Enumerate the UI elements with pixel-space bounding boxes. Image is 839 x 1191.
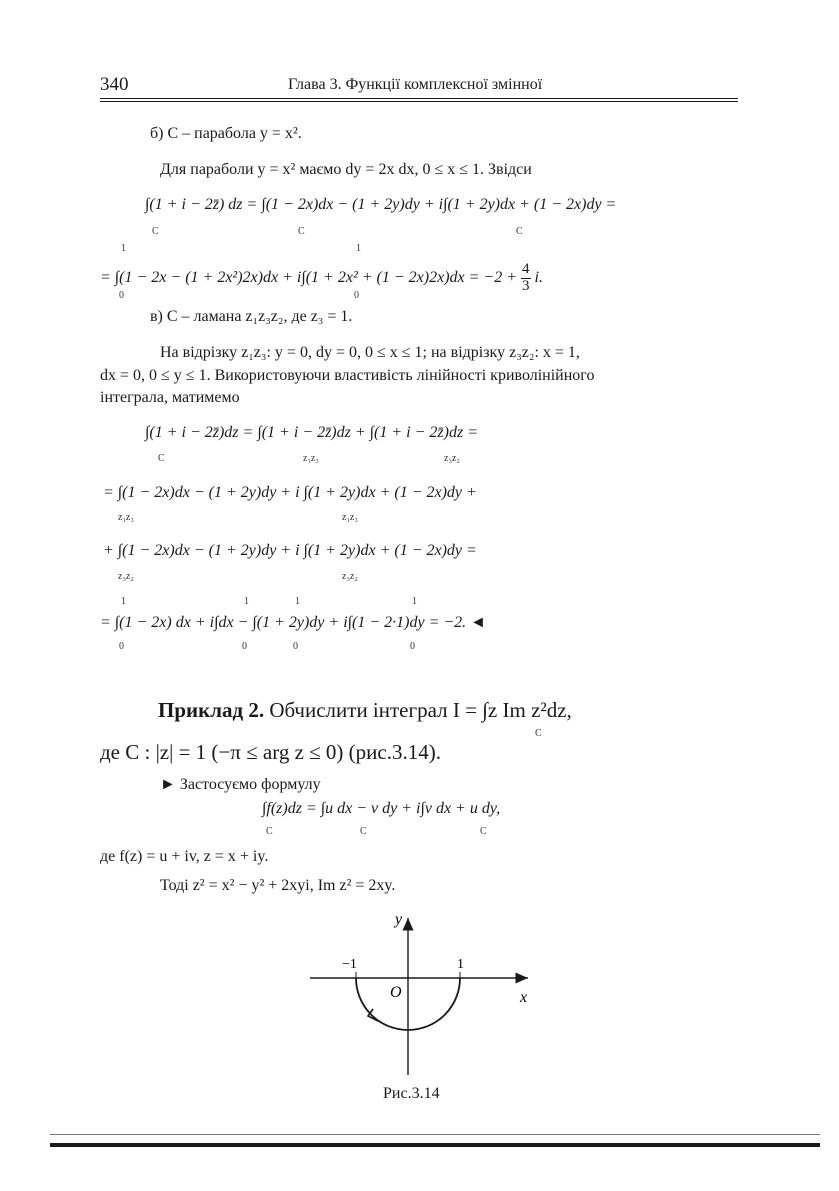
equation-2-lower-limit: 0 xyxy=(119,290,124,301)
equation-2-upper-limit: 1 xyxy=(121,243,126,254)
equation-3-limit: z₃z₂ xyxy=(444,453,460,464)
part-c-paragraph-line-1: На відрізку z₁z₃: y = 0, dy = 0, 0 ≤ x ≤ 1; на відрізку z₃z₂: x = 1, xyxy=(160,344,580,361)
figure-3-14 xyxy=(300,910,560,1080)
footer-rule-thin xyxy=(50,1134,820,1135)
equation-6-upper-limit: 1 xyxy=(412,596,417,607)
part-b-title: б) C – парабола y = x². xyxy=(150,125,302,142)
general-formula: ∫f(z)dz = ∫u dx − v dy + i∫v dx + u dy, xyxy=(262,800,501,817)
part-b-paragraph: Для параболи y = x² маємо dy = 2x dx, 0 ≤ x ≤ 1. Звідси xyxy=(160,161,532,178)
equation-6-lower-limit: 0 xyxy=(119,641,124,652)
chapter-title: Глава 3. Функції комплексної змінної xyxy=(288,76,543,93)
tick-label-minus-one: −1 xyxy=(342,957,357,972)
example-domain: де C : |z| = 1 (−π ≤ arg z ≤ 0) (рис.3.14). xyxy=(100,740,441,764)
equation-6-lower-limit: 0 xyxy=(242,641,247,652)
equation-5: + ∫(1 − 2x)dx − (1 + 2y)dy + i ∫(1 + 2y)dx + (1 − 2x)dy = xyxy=(103,542,477,559)
footer-rule-thick xyxy=(50,1143,820,1147)
origin-label: O xyxy=(390,984,402,1001)
equation-3-limit: C xyxy=(158,453,165,464)
equation-6-lower-limit: 0 xyxy=(293,641,298,652)
equation-4-limit: z₁z₃ xyxy=(118,512,134,523)
part-c-paragraph-line-2: dx = 0, 0 ≤ y ≤ 1. Використовуючи властивість лінійності криволінійного xyxy=(100,367,595,384)
page-number: 340 xyxy=(100,74,129,95)
example-2-heading xyxy=(158,698,572,723)
equation-2-tail: i. xyxy=(534,268,543,286)
fraction-denominator: 3 xyxy=(522,277,530,294)
equation-2 xyxy=(100,262,543,295)
equation-5-limit: z₃z₂ xyxy=(118,571,134,582)
x-axis-label: x xyxy=(520,989,528,1006)
equation-6-upper-limit: 1 xyxy=(244,596,249,607)
equation-6-lower-limit: 0 xyxy=(410,641,415,652)
equation-2-lower-limit: 0 xyxy=(354,290,359,301)
equation-6-upper-limit: 1 xyxy=(295,596,300,607)
equation-4-limit: z₁z₃ xyxy=(342,512,358,523)
substitution-note: де f(z) = u + iv, z = x + iy. xyxy=(100,848,269,865)
equation-4: = ∫(1 − 2x)dx − (1 + 2y)dy + i ∫(1 + 2y)dx + (1 − 2x)dy + xyxy=(103,484,477,501)
example-statement-limit: C xyxy=(535,728,542,739)
equation-2-body: = ∫(1 − 2x − (1 + 2x²)2x)dx + i∫(1 + 2x² + (1 − 2x)2x)dx = −2 + xyxy=(100,268,518,286)
header-rule-bottom xyxy=(100,101,738,102)
general-formula-limit: C xyxy=(480,826,487,837)
part-c-title: в) C – ламана z₁z₃z₂, де z₃ = 1. xyxy=(150,308,353,325)
example-apply: ► Застосуємо формулу xyxy=(160,776,321,793)
equation-5-limit: z₃z₂ xyxy=(342,571,358,582)
equation-1-limit: C xyxy=(516,226,523,237)
y-axis-label: y xyxy=(395,911,403,928)
tick-label-one: 1 xyxy=(457,957,464,972)
figure-caption: Рис.3.14 xyxy=(383,1085,440,1102)
then-line: Тоді z² = x² − y² + 2xyi, Im z² = 2xy. xyxy=(160,877,396,894)
general-formula-limit: C xyxy=(360,826,367,837)
part-c-paragraph-line-3: інтеграла, матимемо xyxy=(100,389,240,406)
equation-3: ∫(1 + i − 2z̄)dz = ∫(1 + i − 2z̄)dz + ∫(1 + i − 2z̄)dz = xyxy=(145,424,478,441)
equation-2-upper-limit: 1 xyxy=(356,243,361,254)
fraction xyxy=(521,262,531,295)
general-formula-limit: C xyxy=(266,826,273,837)
header-rule-top xyxy=(100,98,738,99)
equation-3-limit: z₁z₃ xyxy=(303,453,319,464)
example-label: Приклад 2. xyxy=(158,698,265,722)
equation-6: = ∫(1 − 2x) dx + i∫dx − ∫(1 + 2y)dy + i∫(1 − 2·1)dy = −2. ◄ xyxy=(100,614,487,631)
equation-1-limit: C xyxy=(298,226,305,237)
equation-1: ∫(1 + i − 2z̄) dz = ∫(1 − 2x)dx − (1 + 2y)dy + i∫(1 + 2y)dx + (1 − 2x)dy = xyxy=(145,196,617,213)
equation-6-upper-limit: 1 xyxy=(121,596,126,607)
fraction-numerator: 4 xyxy=(522,261,530,277)
example-statement: Обчислити інтеграл I = ∫z Im z²dz, xyxy=(269,698,572,722)
equation-1-limit: C xyxy=(152,226,159,237)
